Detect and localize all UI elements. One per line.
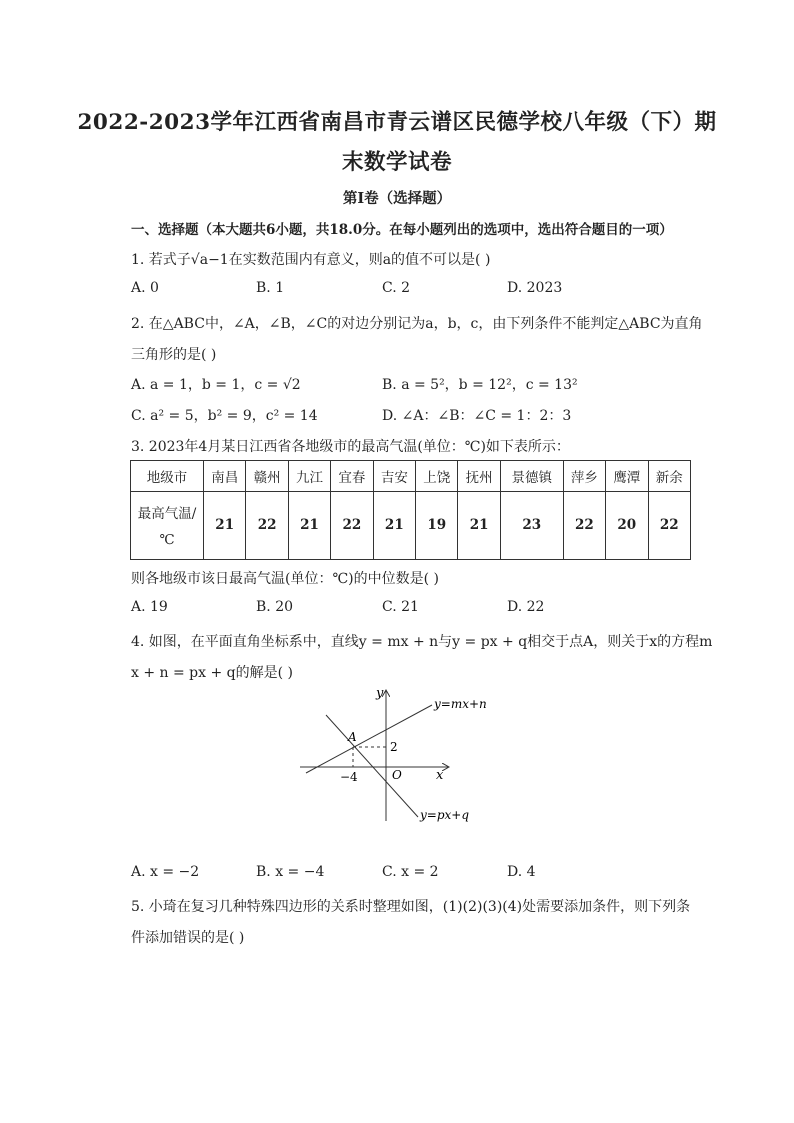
q4-option-b: B. x = −4 <box>256 864 325 880</box>
table-header-label: 地级市 <box>131 461 204 492</box>
label-point-a: A <box>348 730 357 744</box>
temperature-table <box>130 460 691 560</box>
q4-option-c: C. x = 2 <box>382 864 439 880</box>
question-2-line2: 三角形的是( ) <box>131 347 217 363</box>
q4-option-a: A. x = −2 <box>131 864 200 880</box>
table-city: 上饶 <box>416 461 458 492</box>
question-4-line1: 4. 如图，在平面直角坐标系中，直线y = mx + n与y = px + q相交于点A，则关于x的方程m <box>131 634 713 650</box>
line-px-q <box>326 715 418 817</box>
table-city: 宜春 <box>331 461 373 492</box>
q1-option-a: A. 0 <box>131 280 159 296</box>
label-origin: O <box>392 768 402 782</box>
q3-option-c: C. 21 <box>382 599 419 615</box>
table-temp: 22 <box>563 491 605 559</box>
label-y: y <box>376 686 384 701</box>
table-city: 新余 <box>648 461 690 492</box>
table-temp: 23 <box>500 491 563 559</box>
table-temp: 21 <box>373 491 415 559</box>
table-temp: 21 <box>288 491 330 559</box>
table-value-row <box>131 491 691 559</box>
table-city: 萍乡 <box>563 461 605 492</box>
table-city: 鹰潭 <box>606 461 648 492</box>
question-5-line1: 5. 小琦在复习几种特殊四边形的关系时整理如图，(1)(2)(3)(4)处需要添加条件，则下列条 <box>131 899 691 915</box>
table-city: 景德镇 <box>500 461 563 492</box>
question-3-text: 3. 2023年4月某日江西省各地级市的最高气温(单位：℃)如下表所示： <box>131 439 570 455</box>
q4-option-d: D. 4 <box>507 864 536 880</box>
q2-option-a: A. a = 1，b = 1，c = √2 <box>131 377 301 393</box>
label-neg-four: −4 <box>340 770 358 784</box>
label-line-mx-n: y=mx+n <box>434 697 487 711</box>
table-city: 南昌 <box>204 461 246 492</box>
question-4-line2: x + n = px + q的解是( ) <box>131 665 293 681</box>
q3-option-b: B. 20 <box>256 599 294 615</box>
q3-option-d: D. 22 <box>507 599 545 615</box>
question-2-line1: 2. 在△ABC中，∠A，∠B，∠C的对边分别记为a，b，c，由下列条件不能判定△ABC为直角 <box>131 316 703 332</box>
question-5-line2: 件添加错误的是( ) <box>131 930 245 946</box>
table-city: 抚州 <box>458 461 500 492</box>
label-two: 2 <box>390 740 398 754</box>
table-header-row <box>131 461 691 492</box>
exam-title-line1: 2022-2023学年江西省南昌市青云谱区民德学校八年级（下）期 <box>77 110 717 135</box>
label-x: x <box>436 768 444 783</box>
table-city: 九江 <box>288 461 330 492</box>
row-label-line2: ℃ <box>159 532 175 549</box>
table-city: 赣州 <box>246 461 288 492</box>
table-temp: 22 <box>331 491 373 559</box>
label-line-px-q: y=px+q <box>420 808 470 822</box>
q1-option-b: B. 1 <box>256 280 285 296</box>
table-temp: 21 <box>204 491 246 559</box>
q2-option-c: C. a² = 5，b² = 9，c² = 14 <box>131 408 318 424</box>
table-temp: 22 <box>648 491 690 559</box>
coordinate-graph <box>298 683 508 825</box>
part-subtitle: 第Ⅰ卷（选择题） <box>342 190 452 207</box>
section-heading: 一、选择题（本大题共6小题，共18.0分。在每小题列出的选项中，选出符合题目的一项） <box>131 222 673 238</box>
q2-option-d: D. ∠A：∠B：∠C = 1：2：3 <box>382 408 572 424</box>
table-row-label <box>131 491 204 559</box>
q3-option-a: A. 19 <box>131 599 168 615</box>
q1-option-c: C. 2 <box>382 280 411 296</box>
question-3-followup: 则各地级市该日最高气温(单位：℃)的中位数是( ) <box>131 571 439 587</box>
q1-option-d: D. 2023 <box>507 280 563 296</box>
question-1-text: 1. 若式子√a−1在实数范围内有意义，则a的值不可以是( ) <box>131 252 491 268</box>
q2-option-b: B. a = 5²，b = 12²，c = 13² <box>382 377 578 393</box>
table-temp: 20 <box>606 491 648 559</box>
row-label-line1: 最高气温/ <box>137 506 197 523</box>
exam-title-line2: 末数学试卷 <box>341 150 452 175</box>
table-temp: 21 <box>458 491 500 559</box>
table-temp: 22 <box>246 491 288 559</box>
table-city: 吉安 <box>373 461 415 492</box>
table-temp: 19 <box>416 491 458 559</box>
